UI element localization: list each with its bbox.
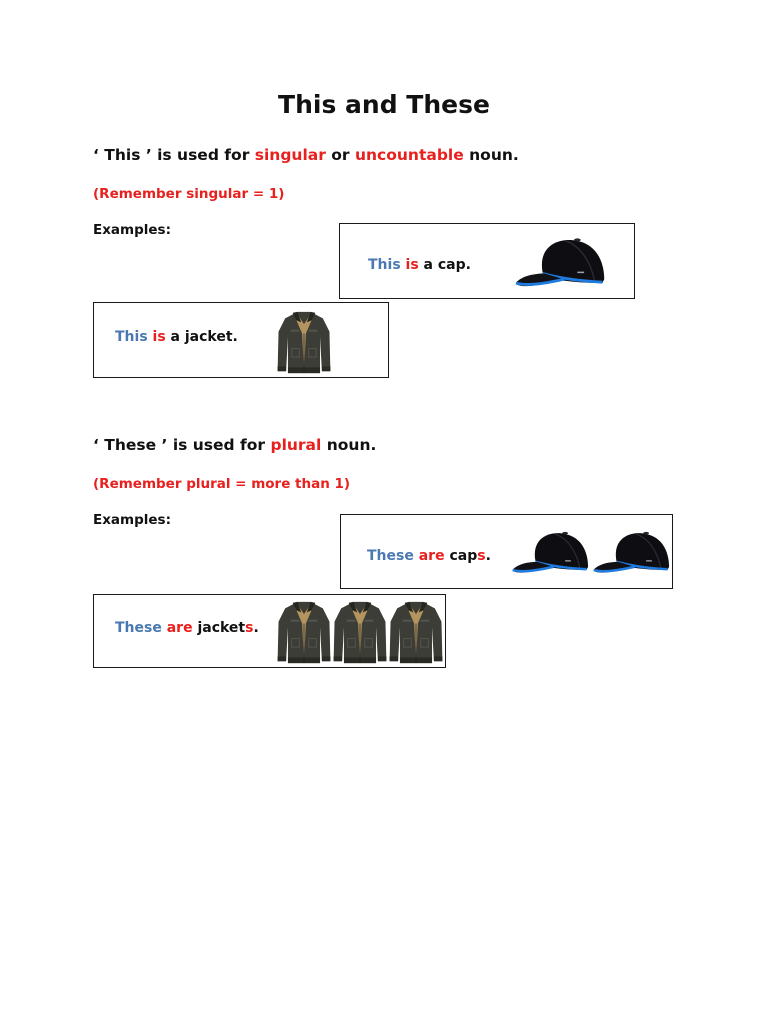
cap-icon [592, 526, 674, 578]
jacket-icon [277, 309, 331, 375]
example-sentence: This is a cap. [368, 257, 471, 273]
jacket-icon [389, 599, 443, 665]
cap-icon [514, 233, 610, 291]
these-examples-label: Examples: [93, 512, 171, 528]
example-box-this-cap [339, 223, 635, 299]
singular-keyword: singular [254, 146, 326, 164]
jacket-icon [333, 599, 387, 665]
cap-icon [511, 526, 593, 578]
plural-keyword: plural [270, 436, 322, 454]
example-box-this-jacket [93, 302, 389, 378]
these-rule: ‘ These ’ is used for plural noun. [93, 436, 377, 454]
example-sentence: These are caps. [367, 548, 491, 564]
remember-singular-note: (Remember singular = 1) [93, 186, 285, 202]
jacket-icon [277, 599, 331, 665]
page-title: This and These [278, 90, 490, 119]
example-box-these-caps [340, 514, 673, 589]
example-sentence: These are jackets. [115, 620, 259, 636]
uncountable-keyword: uncountable [354, 146, 464, 164]
this-rule: ‘ This ’ is used for singular or uncountable noun. [93, 146, 519, 164]
example-sentence: This is a jacket. [115, 329, 238, 345]
remember-plural-note: (Remember plural = more than 1) [93, 476, 351, 492]
example-box-these-jackets [93, 594, 446, 668]
this-examples-label: Examples: [93, 222, 171, 238]
